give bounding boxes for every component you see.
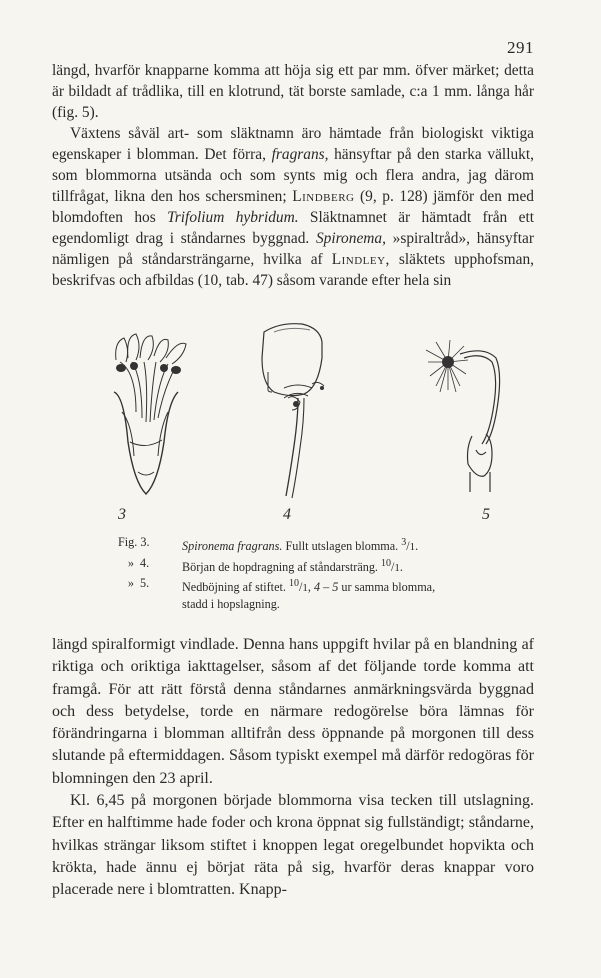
p2-text-a: Växtens såväl art- som släktnamn äro hämtade från biologiskt viktiga egenskaper i blomman. Det förra,	[52, 125, 534, 163]
caption-body: Början de hopdragning af ståndarsträng.	[182, 559, 382, 574]
caption-frac-num: 3	[401, 537, 407, 548]
paragraph-4: Kl. 6,45 på morgonen började blommorna visa tecken till utslagning. Efter en halftimme hade foder och krona öppnat sig fullständigt; ståndarne, hvilkas strängar liksom stiftet i knoppen legat oregelbundet hopvikta och krökta, hade ännu ej börjat räta på sig, hvarför deras knappar voro placerade nere i blomtratten. Knapp-	[52, 792, 534, 899]
caption-end: .	[399, 559, 403, 574]
caption-prefix: »	[127, 555, 134, 570]
p2-text-c: (9, p. 128) jämför den med blomdoften hos	[52, 188, 534, 226]
fig-3-illustration	[106, 332, 198, 502]
paragraph-2	[52, 123, 534, 291]
p2-fragrans: fragrans,	[271, 146, 329, 163]
caption-frac-den: 1	[409, 541, 416, 554]
caption-text: Början de hopdragning af ståndarsträng. $^{10}$/1.	[182, 557, 403, 574]
caption-label: 4.	[140, 555, 150, 570]
figure-illustrations	[0, 318, 601, 536]
caption-continuation: stadd i hopslagning.	[182, 596, 280, 611]
fig-5-illustration	[420, 332, 512, 502]
caption-frac-num: 10	[288, 578, 299, 590]
page-number: 291	[507, 38, 534, 57]
p2-trifolium: Trifolium hybridum.	[167, 209, 299, 226]
caption-end: .	[415, 539, 419, 554]
caption-frac-num: 10	[381, 557, 392, 569]
fig-4-label: 4	[283, 506, 291, 523]
caption-text: Spironema fragrans. Fullt utslagen blomma. $^3$/1.	[182, 537, 419, 554]
caption-species: Spironema fragrans.	[182, 539, 283, 554]
caption-fig-5	[118, 576, 508, 597]
paragraph-3: längd spiralformigt vindlade. Denna hans uppgift hvilar på en blandning af riktiga och oriktiga iakttagelser, såsom af det följande torde komma att framgå. För att rätt förstå denna ståndarnes anmärkningsvärda byggnad och dess betydelse, torde en närmare redogörelse böra lämnas för förändringarna i blomman alltifrån dess öppnande på morgonen till dess slutande på eftermiddagen. Såsom typiskt exempel må därför redogöras för blomningen den 23 april.	[52, 636, 534, 787]
p2-text-f: släktets upphofsman, beskrifvas och afbildas (10, tab. 47) såsom varande efter hela sin	[52, 251, 535, 289]
p2-lindberg: Lindberg	[292, 188, 355, 205]
caption-text: Nedböjning af stiftet. $^{10}$/1, 4 – 5 ur samma blomma,	[182, 578, 436, 595]
fig-4-illustration	[254, 318, 332, 502]
caption-frac-den: 1	[302, 582, 308, 595]
caption-extra: ur samma blomma,	[338, 580, 436, 595]
bottom-text-block	[52, 634, 534, 902]
p2-text-e: »spiraltråd», hänsyftar nämligen på ståndarsträngarne, hvilka af	[52, 230, 534, 268]
p2-lindley: Lindley,	[331, 251, 390, 268]
caption-prefix: »	[127, 576, 134, 591]
fig-5-label: 5	[482, 506, 490, 523]
caption-fig-4	[118, 556, 508, 577]
p2-text-d: Släktnamnet är hämtadt från ett egendomligt drag i ståndarnes byggnad.	[52, 209, 534, 247]
figure-caption	[118, 535, 508, 612]
caption-body: Fullt utslagen blomma.	[282, 539, 402, 554]
top-text-block	[52, 60, 534, 291]
caption-frac-den: 1	[394, 561, 400, 574]
paragraph-1: längd, hvarför knapparne komma att höja sig ett par mm. öfver märket; detta är bildadt af trådlika, till en klotrund, tät borste samlade, c:a 1 mm. långa hår (fig. 5).	[52, 62, 534, 121]
caption-body: Nedböjning af stiftet.	[182, 580, 289, 595]
caption-end: ,	[307, 580, 314, 595]
p2-spironema: Spironema,	[315, 230, 386, 247]
p2-text-b: hänsyftar på den starka vällukt, som blommorna utsända och som synts mig och flera andra, jag därom tillfrågat, likna den hos schersminen;	[52, 146, 534, 205]
caption-label: Fig. 3.	[118, 535, 150, 549]
caption-label: 5.	[140, 576, 150, 591]
fig-3-label: 3	[118, 506, 126, 523]
caption-range: 4 – 5	[313, 580, 339, 595]
caption-fig-3	[118, 535, 508, 556]
